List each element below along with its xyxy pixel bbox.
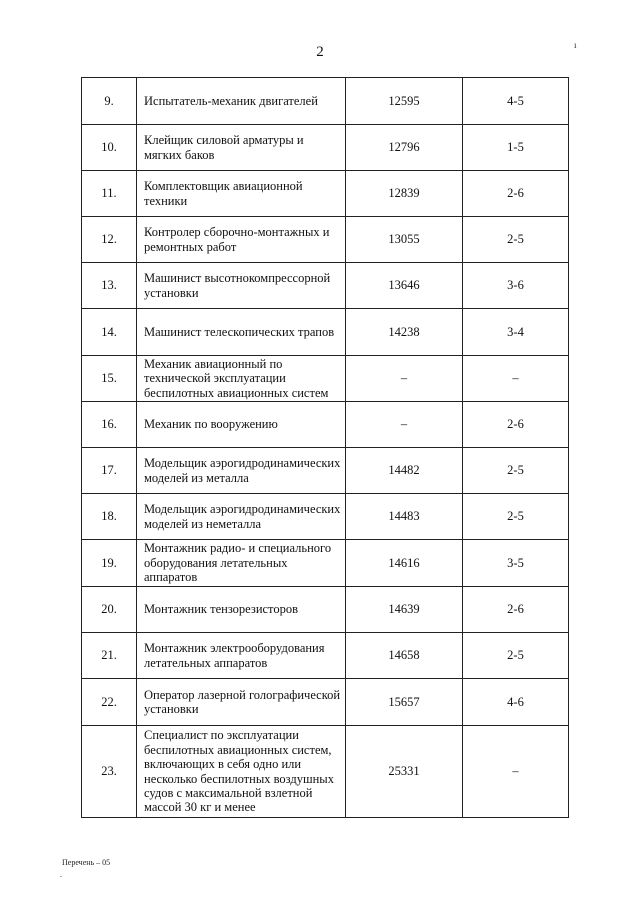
profession-name: Машинист телескопических трапов xyxy=(137,309,346,355)
row-number: 23. xyxy=(82,726,137,817)
profession-name: Оператор лазерной голографической установки xyxy=(137,679,346,725)
profession-name: Монтажник электрооборудования летательных аппаратов xyxy=(137,633,346,678)
profession-name: Модельщик аэрогидродинамических моделей из неметалла xyxy=(137,494,346,539)
grade-range: 4-5 xyxy=(463,78,569,124)
table-row xyxy=(82,263,569,309)
page-number: 2 xyxy=(316,44,324,60)
profession-name: Испытатель-механик двигателей xyxy=(137,78,346,124)
corner-mark: ı xyxy=(574,40,577,50)
grade-range: 3-6 xyxy=(463,263,569,308)
profession-name: Специалист по эксплуатации беспилотных авиационных систем, включающих в себя одно или несколько беспилотных воздушных судов с максимальной взлетной массой 30 кг и менее xyxy=(137,726,346,817)
table-row xyxy=(82,125,569,171)
profession-code: 25331 xyxy=(346,726,463,817)
grade-range: 2-5 xyxy=(463,494,569,539)
profession-name: Клейщик силовой арматуры и мягких баков xyxy=(137,125,346,170)
profession-name: Механик по вооружению xyxy=(137,402,346,447)
row-number: 19. xyxy=(82,540,137,586)
profession-code: 12839 xyxy=(346,171,463,216)
profession-code: 14482 xyxy=(346,448,463,493)
grade-range: 3-5 xyxy=(463,540,569,586)
profession-name: Машинист высотнокомпрессорной установки xyxy=(137,263,346,308)
grade-range: 3-4 xyxy=(463,309,569,355)
row-number: 15. xyxy=(82,356,137,401)
profession-name: Монтажник тензорезисторов xyxy=(137,587,346,632)
footer-label: Перечень – 05 xyxy=(62,858,111,867)
grade-range: – xyxy=(463,356,569,401)
table-row xyxy=(82,217,569,263)
row-number: 14. xyxy=(82,309,137,355)
row-number: 21. xyxy=(82,633,137,678)
table-row xyxy=(82,726,569,818)
profession-code: 13646 xyxy=(346,263,463,308)
table-row xyxy=(82,78,569,125)
profession-table xyxy=(81,77,569,818)
grade-range: 2-5 xyxy=(463,448,569,493)
row-number: 20. xyxy=(82,587,137,632)
table-row xyxy=(82,448,569,494)
profession-name: Комплектовщик авиационной техники xyxy=(137,171,346,216)
table-row xyxy=(82,633,569,679)
table-row xyxy=(82,587,569,633)
grade-range: 2-5 xyxy=(463,633,569,678)
row-number: 18. xyxy=(82,494,137,539)
profession-name: Контролер сборочно-монтажных и ремонтных работ xyxy=(137,217,346,262)
row-number: 16. xyxy=(82,402,137,447)
profession-code: 14639 xyxy=(346,587,463,632)
profession-code: 13055 xyxy=(346,217,463,262)
profession-name: Модельщик аэрогидродинамических моделей из металла xyxy=(137,448,346,493)
grade-range: – xyxy=(463,726,569,817)
table-row xyxy=(82,540,569,587)
row-number: 11. xyxy=(82,171,137,216)
profession-code: – xyxy=(346,402,463,447)
grade-range: 2-6 xyxy=(463,587,569,632)
profession-code: – xyxy=(346,356,463,401)
table-row xyxy=(82,309,569,356)
row-number: 13. xyxy=(82,263,137,308)
profession-name: Монтажник радио- и специального оборудования летательных аппаратов xyxy=(137,540,346,586)
profession-code: 14616 xyxy=(346,540,463,586)
table-row xyxy=(82,494,569,540)
grade-range: 2-5 xyxy=(463,217,569,262)
footer-mark: . xyxy=(60,870,62,879)
profession-code: 12796 xyxy=(346,125,463,170)
profession-code: 15657 xyxy=(346,679,463,725)
row-number: 9. xyxy=(82,78,137,124)
row-number: 10. xyxy=(82,125,137,170)
grade-range: 4-6 xyxy=(463,679,569,725)
profession-code: 14238 xyxy=(346,309,463,355)
profession-code: 12595 xyxy=(346,78,463,124)
grade-range: 2-6 xyxy=(463,402,569,447)
row-number: 12. xyxy=(82,217,137,262)
table-row xyxy=(82,356,569,402)
profession-code: 14658 xyxy=(346,633,463,678)
table-row xyxy=(82,679,569,726)
grade-range: 2-6 xyxy=(463,171,569,216)
profession-code: 14483 xyxy=(346,494,463,539)
grade-range: 1-5 xyxy=(463,125,569,170)
row-number: 17. xyxy=(82,448,137,493)
table-row xyxy=(82,171,569,217)
table-row xyxy=(82,402,569,448)
profession-name: Механик авиационный по технической эксплуатации беспилотных авиационных систем xyxy=(137,356,346,401)
row-number: 22. xyxy=(82,679,137,725)
